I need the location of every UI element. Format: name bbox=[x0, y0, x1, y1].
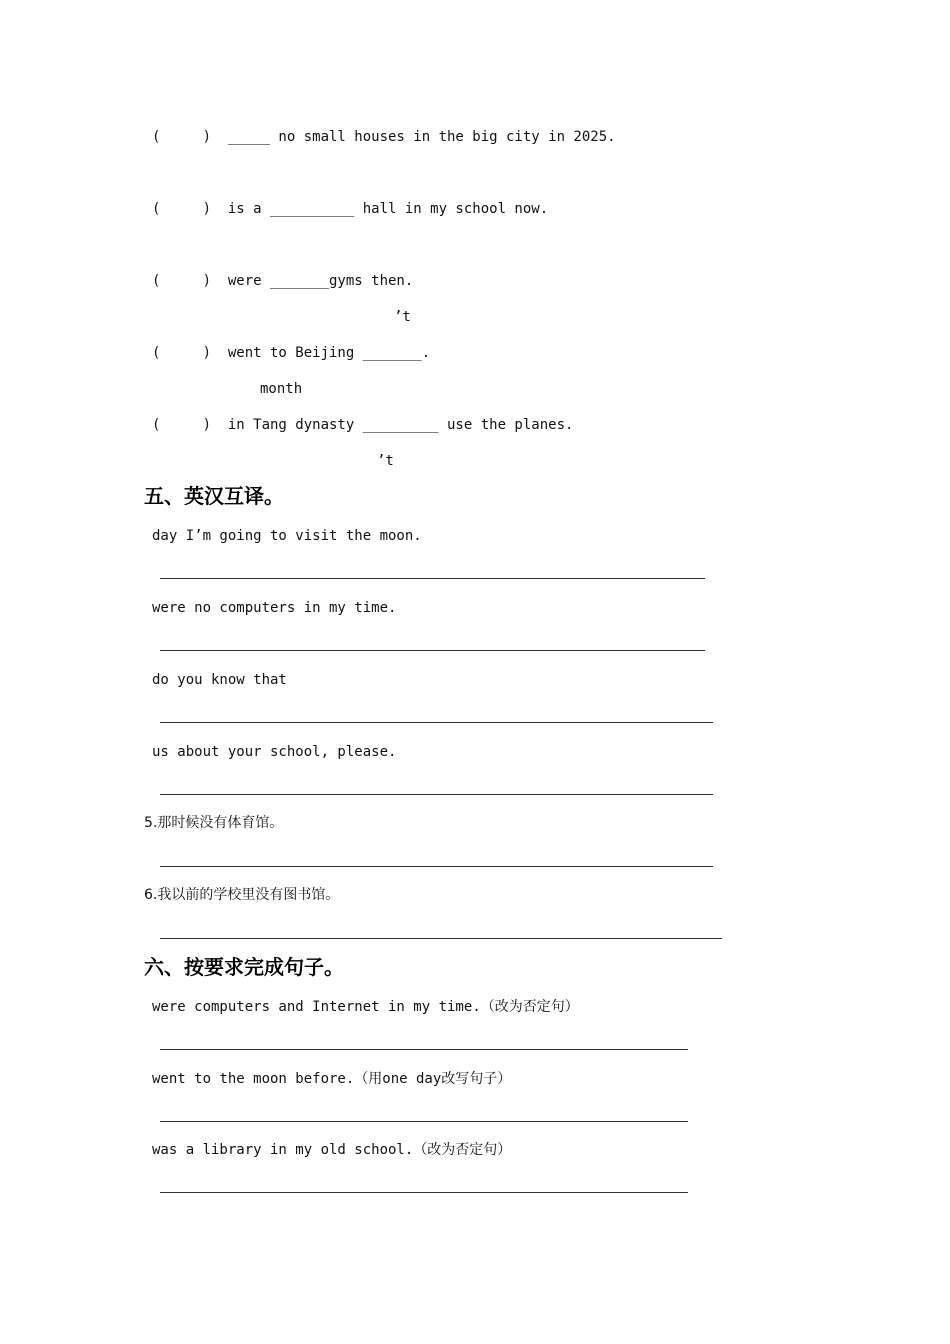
question-2: ( ) is a __________ hall in my school now. bbox=[152, 201, 549, 217]
rewrite-item-1: were computers and Internet in my time.（改为否定句） bbox=[152, 999, 579, 1015]
question-3-option: ’t bbox=[394, 309, 411, 325]
answer-line-5-6[interactable] bbox=[160, 938, 722, 939]
answer-line-5-2[interactable] bbox=[160, 650, 705, 651]
answer-line-5-5[interactable] bbox=[160, 866, 713, 867]
section-5-title: 五、英汉互译。 bbox=[144, 484, 284, 508]
question-5: ( ) in Tang dynasty _________ use the planes. bbox=[152, 417, 574, 433]
rewrite-item-3: was a library in my old school.（改为否定句） bbox=[152, 1142, 512, 1158]
answer-line-6-3[interactable] bbox=[160, 1192, 688, 1193]
question-4-option: month bbox=[260, 381, 303, 397]
question-3: ( ) were _______gyms then. bbox=[152, 273, 414, 289]
translate-item-3: do you know that bbox=[152, 672, 287, 688]
translate-item-5: 5.那时候没有体育馆。 bbox=[144, 815, 284, 831]
question-5-option: ’t bbox=[377, 453, 394, 469]
answer-line-5-3[interactable] bbox=[160, 722, 713, 723]
translate-item-6: 6.我以前的学校里没有图书馆。 bbox=[144, 887, 340, 903]
answer-line-6-2[interactable] bbox=[160, 1121, 688, 1122]
section-6-title: 六、按要求完成句子。 bbox=[144, 955, 344, 979]
answer-line-5-4[interactable] bbox=[160, 794, 713, 795]
answer-line-6-1[interactable] bbox=[160, 1049, 688, 1050]
answer-line-5-1[interactable] bbox=[160, 578, 705, 579]
translate-item-4: us about your school, please. bbox=[152, 744, 397, 760]
translate-item-2: were no computers in my time. bbox=[152, 600, 397, 616]
question-4: ( ) went to Beijing _______. bbox=[152, 345, 431, 361]
translate-item-1: day I’m going to visit the moon. bbox=[152, 528, 422, 544]
rewrite-item-2: went to the moon before.（用one day改写句子） bbox=[152, 1071, 512, 1087]
question-1: ( ) _____ no small houses in the big city in 2025. bbox=[152, 129, 616, 145]
